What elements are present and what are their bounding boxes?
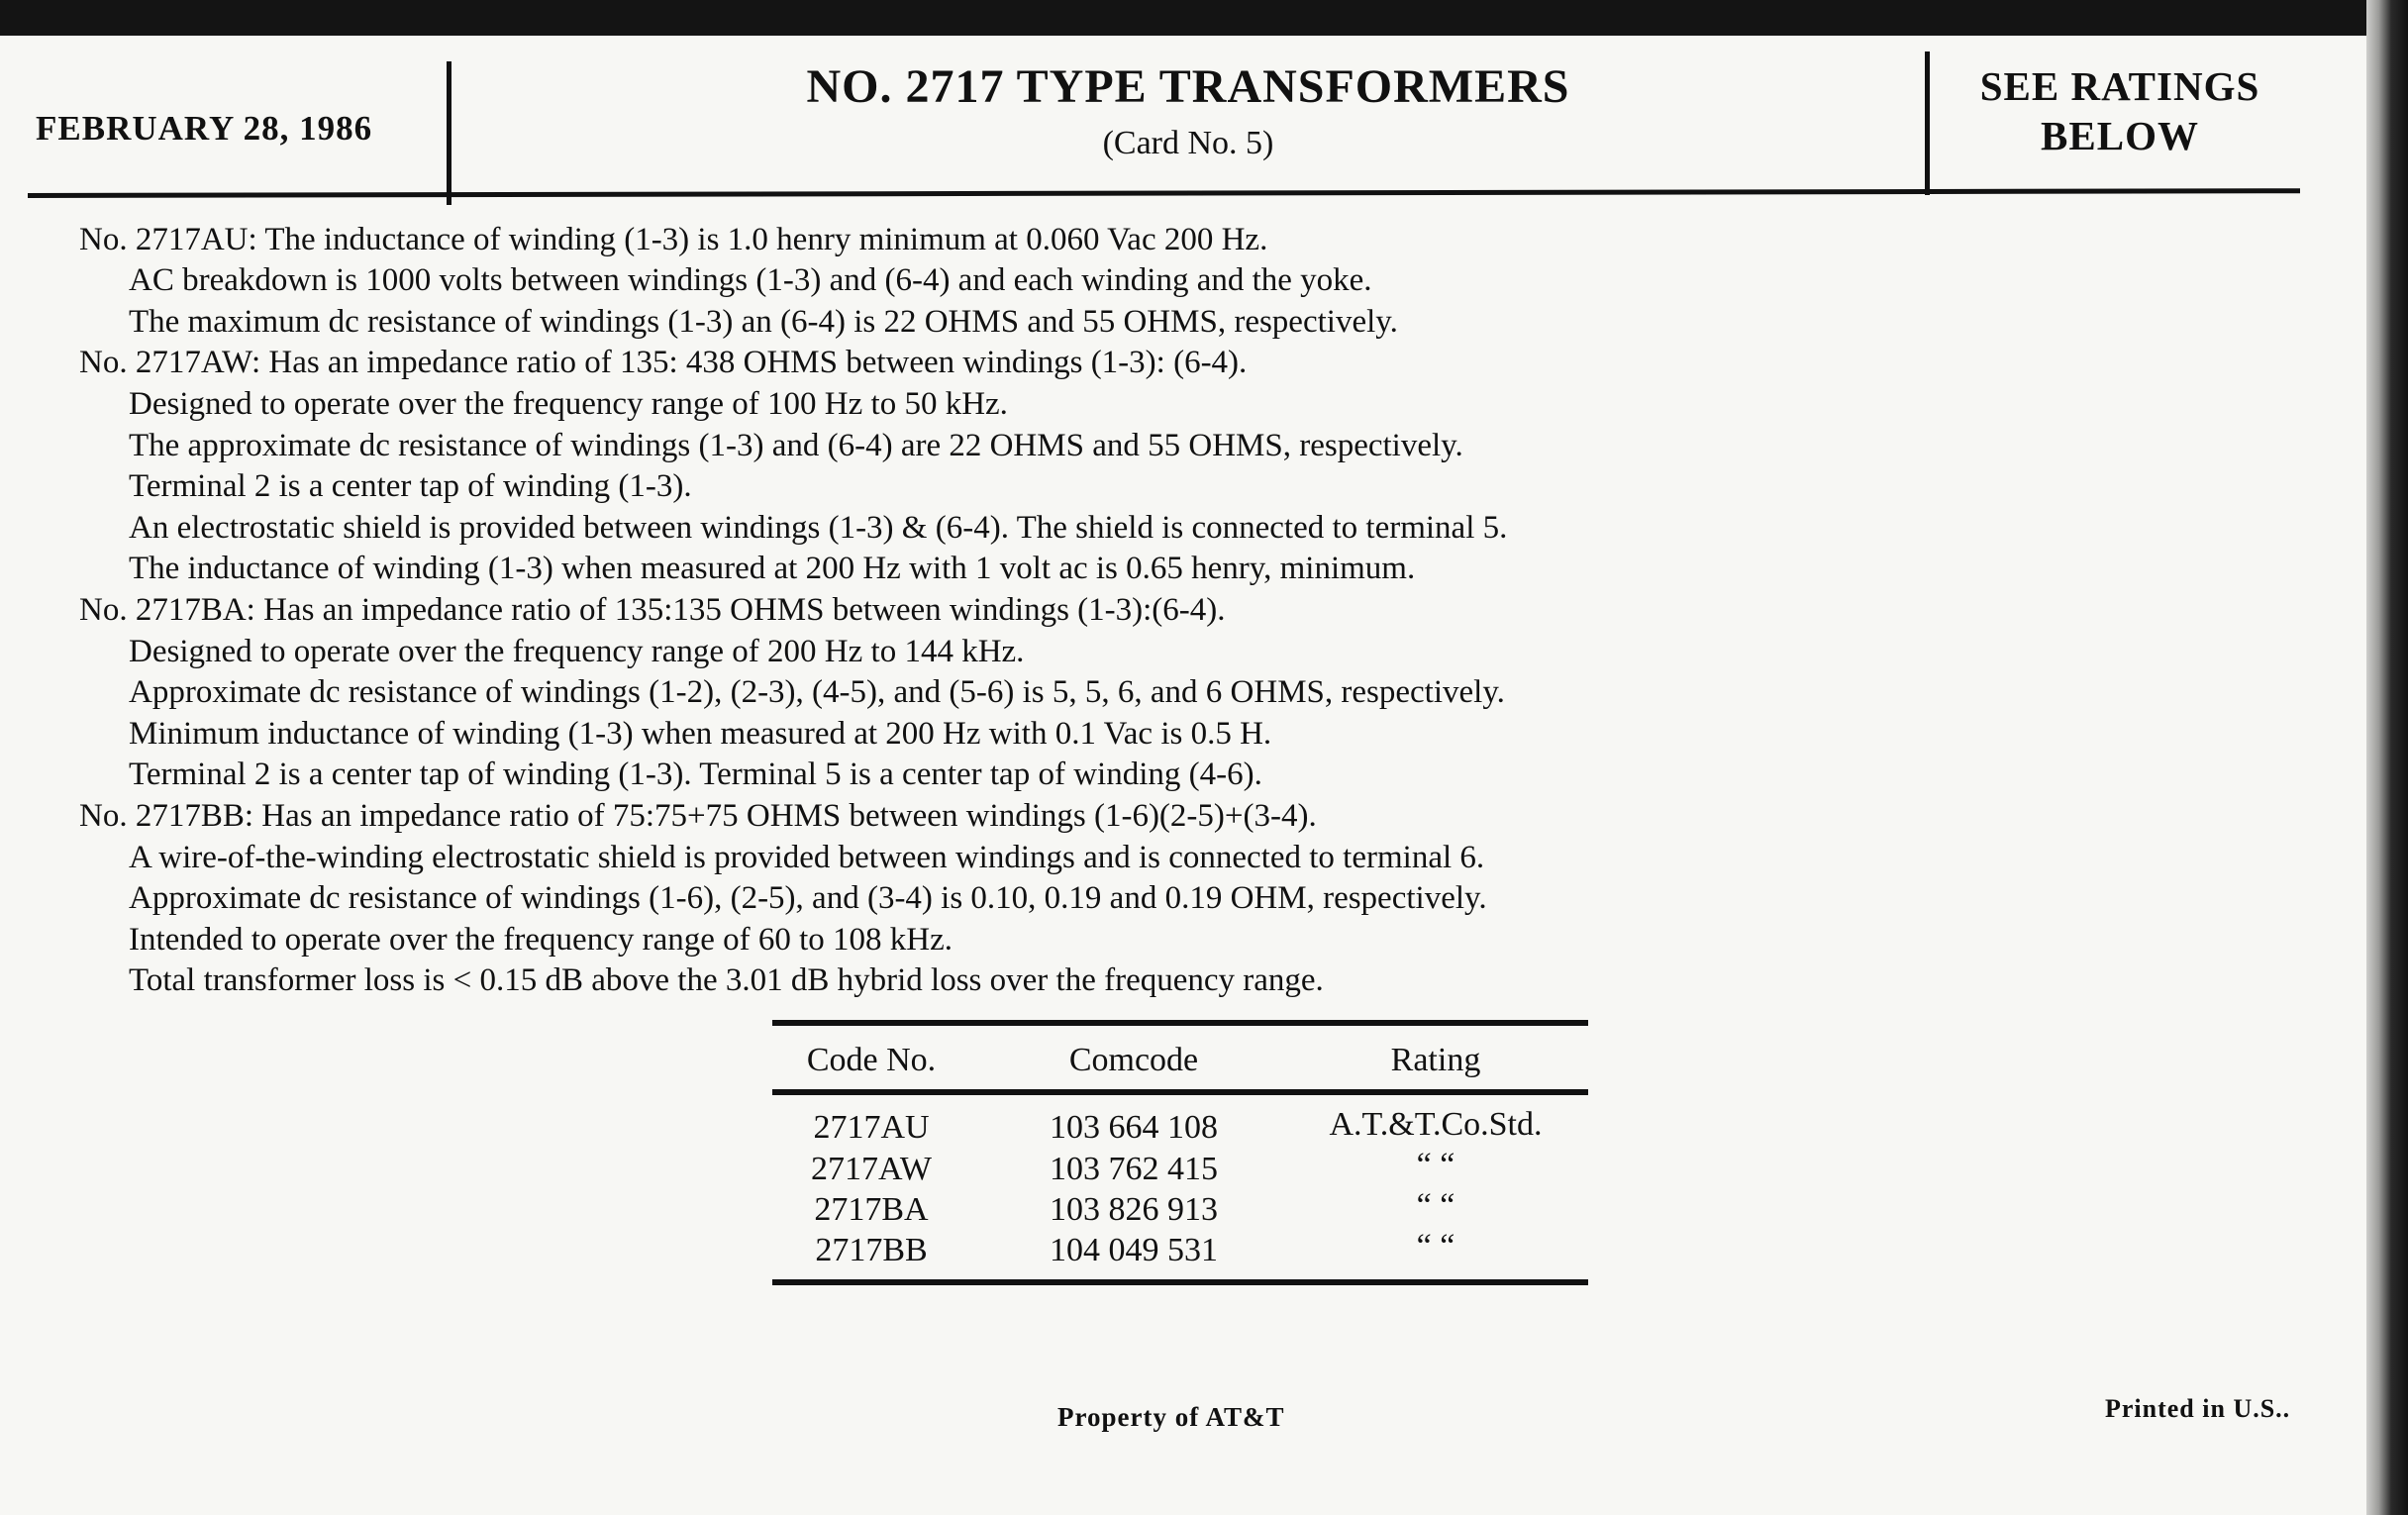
ratings-note-line1: SEE RATINGS [1979, 63, 2260, 109]
spec-line: No. 2717AW: Has an impedance ratio of 135: 438 OHMS between windings (1-3): (6-4). [79, 345, 1248, 380]
spec-line: An electrostatic shield is provided between windings (1-3) & (6-4). The shield is connected to terminal 5. [129, 510, 1508, 546]
table-cell-comcode: 103 762 415 [1050, 1151, 1218, 1187]
table-header-code: Code No. [806, 1042, 937, 1078]
table-cell-rating: “ “ [1416, 1187, 1455, 1224]
table-cell-code: 2717BB [815, 1232, 928, 1268]
spec-line: Designed to operate over the frequency range of 200 Hz to 144 kHz. [129, 634, 1025, 669]
spec-line: Intended to operate over the frequency range of 60 to 108 kHz. [129, 922, 953, 958]
table-header-rating: Rating [1390, 1042, 1481, 1078]
spec-line: Terminal 2 is a center tap of winding (1-3). [129, 468, 692, 504]
table-cell-rating: “ “ [1416, 1147, 1455, 1183]
spec-line: Designed to operate over the frequency range of 100 Hz to 50 kHz. [129, 386, 1008, 422]
table-cell-code: 2717AU [813, 1109, 930, 1146]
footer-property: Property of AT&T [1057, 1402, 1285, 1432]
table-bottom-rule [772, 1279, 1588, 1285]
table-header-rule [772, 1089, 1588, 1095]
spec-line: A wire-of-the-winding electrostatic shield is provided between windings and is connected to terminal 6. [129, 840, 1485, 875]
table-cell-comcode: 103 826 913 [1050, 1191, 1218, 1228]
spec-line: AC breakdown is 1000 volts between windings (1-3) and (6-4) and each winding and the yoke. [129, 262, 1372, 298]
table-cell-code: 2717BA [814, 1191, 929, 1228]
spec-line: No. 2717AU: The inductance of winding (1-3) is 1.0 henry minimum at 0.060 Vac 200 Hz. [79, 222, 1268, 257]
footer-printed: Printed in U.S.. [2105, 1394, 2291, 1423]
table-cell-comcode: 104 049 531 [1050, 1232, 1218, 1268]
scan-top-border [0, 0, 2408, 36]
spec-line: The inductance of winding (1-3) when measured at 200 Hz with 1 volt ac is 0.65 henry, minimum. [129, 551, 1416, 586]
spec-line: No. 2717BB: Has an impedance ratio of 75:75+75 OHMS between windings (1-6)(2-5)+(3-4). [79, 798, 1317, 834]
document-title: NO. 2717 TYPE TRANSFORMERS [806, 60, 1570, 113]
header-date: FEBRUARY 28, 1986 [36, 109, 373, 148]
table-header-comcode: Comcode [1068, 1042, 1199, 1078]
table-cell-code: 2717AW [811, 1151, 932, 1187]
spec-line: Approximate dc resistance of windings (1-6), (2-5), and (3-4) is 0.10, 0.19 and 0.19 OHM, respectively. [129, 880, 1487, 916]
table-cell-rating: A.T.&T.Co.Std. [1329, 1106, 1543, 1143]
ratings-note-line2: BELOW [2041, 113, 2199, 158]
ratings-note [1931, 61, 2309, 160]
table-top-rule [772, 1020, 1588, 1026]
document-subtitle: (Card No. 5) [1102, 125, 1274, 161]
scan-right-border [2366, 0, 2408, 1515]
spec-line: The approximate dc resistance of windings (1-3) and (6-4) are 22 OHMS and 55 OHMS, respectively. [129, 428, 1463, 463]
spec-line: Terminal 2 is a center tap of winding (1-3). Terminal 5 is a center tap of winding (4-6). [129, 757, 1262, 792]
spec-line: The maximum dc resistance of windings (1-3) an (6-4) is 22 OHMS and 55 OHMS, respectively. [129, 304, 1398, 340]
header-divider-right [1925, 51, 1930, 195]
table-cell-comcode: 103 664 108 [1050, 1109, 1218, 1146]
spec-line: Approximate dc resistance of windings (1-2), (2-3), (4-5), and (5-6) is 5, 5, 6, and 6 OHMS, respectively. [129, 674, 1505, 710]
spec-line: Minimum inductance of winding (1-3) when measured at 200 Hz with 0.1 Vac is 0.5 H. [129, 716, 1272, 752]
table-cell-rating: “ “ [1416, 1228, 1455, 1264]
spec-line: Total transformer loss is < 0.15 dB above the 3.01 dB hybrid loss over the frequency range. [129, 962, 1324, 998]
spec-line: No. 2717BA: Has an impedance ratio of 135:135 OHMS between windings (1-3):(6-4). [79, 592, 1226, 628]
